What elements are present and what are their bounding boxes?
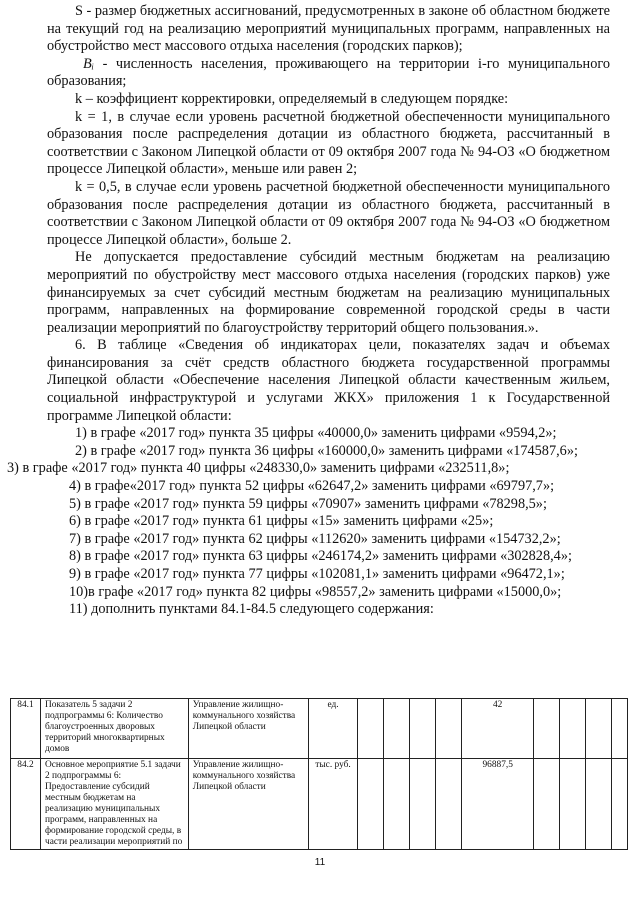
table-cell [410,699,436,759]
table-cell [358,699,384,759]
table-cell [534,759,560,850]
table-cell [560,759,586,850]
list-item: 7) в графе «2017 год» пункта 62 цифры «112620» заменить цифрами «154732,2»; [69,530,561,547]
list-item: 1) в графе «2017 год» пункта 35 цифры «40000,0» заменить цифрами «9594,2»; [75,425,557,442]
list-item: 10)в графе «2017 год» пункта 82 цифры «98557,2» заменить цифрами «15000,0»; [69,583,562,600]
list-item: 2) в графе «2017 год» пункта 36 цифры «160000,0» заменить цифрами «174587,6»; [75,442,578,459]
row-value: 42 [462,699,534,759]
table-cell [436,699,462,759]
row-organization: Управление жилищно-коммунального хозяйства Липецкой области [188,759,308,850]
row-number: 84.1 [11,699,41,759]
table-row [11,759,628,850]
row-number: 84.2 [11,759,41,850]
row-unit: тыс. руб. [308,759,358,850]
paragraph-subsidy-restriction: Не допускается предоставление субсидий местным бюджетам на реализацию мероприятий по обустройству мест массового отдыха населения (городских парков) уже финансируемых за счет субсидий местным бюджетам на реализацию муниципальных программ, направленных на формирование современной городской среды в части реализации мероприятий по благоустройству территорий общего пользования.». [47,249,610,336]
table-cell [410,759,436,850]
paragraph-b-definition [47,56,610,91]
table-cell [384,759,410,850]
table-cell [560,699,586,759]
formula-symbol-b: Bᵢ [83,55,94,72]
list-item: 9) в графе «2017 год» пункта 77 цифры «102081,1» заменить цифрами «96472,1»; [69,566,565,582]
table-cell [534,699,560,759]
row-organization: Управление жилищно-коммунального хозяйства Липецкой области [188,699,308,759]
table-row [11,699,628,759]
paragraph-b-text: - численность населения, проживающего на территории i-го муниципального образования; [47,55,610,90]
list-item: 4) в графе«2017 год» пункта 52 цифры «62647,2» заменить цифрами «69797,7»; [69,478,555,495]
table-cell [436,759,462,850]
row-name: Показатель 5 задачи 2 подпрограммы 6: Количество благоустроенных дворовых территорий многоквартирных домов [40,699,188,759]
paragraph-k-definition: k – коэффициент корректировки, определяемый в следующем порядке: [75,90,509,107]
table-cell [586,699,612,759]
table-cell [611,759,627,850]
list-item: 11) дополнить пунктами 84.1-84.5 следующего содержания: [69,601,434,618]
document-body [7,3,610,619]
paragraph-s-definition: S - размер бюджетных ассигнований, предусмотренных в законе об областном бюджете на текущий год на реализацию мероприятий муниципальных программ, направленных на обустройство мест массового отдыха населения (городских парков); [47,3,610,55]
list-item: 3) в графе «2017 год» пункта 40 цифры «248330,0» заменить цифрами «232511,8»; [7,460,510,477]
row-name: Основное мероприятие 5.1 задачи 2 подпрограммы 6: Предоставление субсидий местным бюджетам на реализацию муниципальных программ, направленных на формирование городской среды, в части реализации мероприятий по [40,759,188,850]
table-cell [611,699,627,759]
list-item: 6) в графе «2017 год» пункта 61 цифры «15» заменить цифрами «25»; [69,513,494,530]
table-cell [358,759,384,850]
amendment-list [7,425,610,619]
paragraph-k-equals-05: k = 0,5, в случае если уровень расчетной бюджетной обеспеченности муниципального образования после распределения дотации из областного бюджета, рассчитанный в соответствии с Законом Липецкой области от 09 октября 2007 года № 94-ОЗ «О бюджетном процессе Липецкой области», больше 2. [47,178,610,248]
row-value: 96887,5 [462,759,534,850]
list-item: 5) в графе «2017 год» пункта 59 цифры «70907» заменить цифрами «78298,5»; [69,495,547,512]
list-item: 8) в графе «2017 год» пункта 63 цифры «246174,2» заменить цифрами «302828,4»; [69,548,572,565]
indicators-table [10,698,628,850]
paragraph-k-equals-1: k = 1, в случае если уровень расчетной бюджетной обеспеченности муниципального образования после распределения дотации из областного бюджета, рассчитанный в соответствии с Законом Липецкой области от 09 октября 2007 года № 94-ОЗ «О бюджетном процессе Липецкой области», меньше или равен 2; [47,108,610,178]
table-cell [384,699,410,759]
row-unit: ед. [308,699,358,759]
table-cell [586,759,612,850]
paragraph-table-amendment: 6. В таблице «Сведения об индикаторах цели, показателях задач и объемах финансирования за счёт средств областного бюджета государственной программы Липецкой области «Обеспечение населения Липецкой области качественным жильем, социальной инфраструктурой и услугами ЖКХ» приложения 1 к Государственной программе Липецкой области: [47,337,610,424]
page-number: 11 [314,857,326,868]
